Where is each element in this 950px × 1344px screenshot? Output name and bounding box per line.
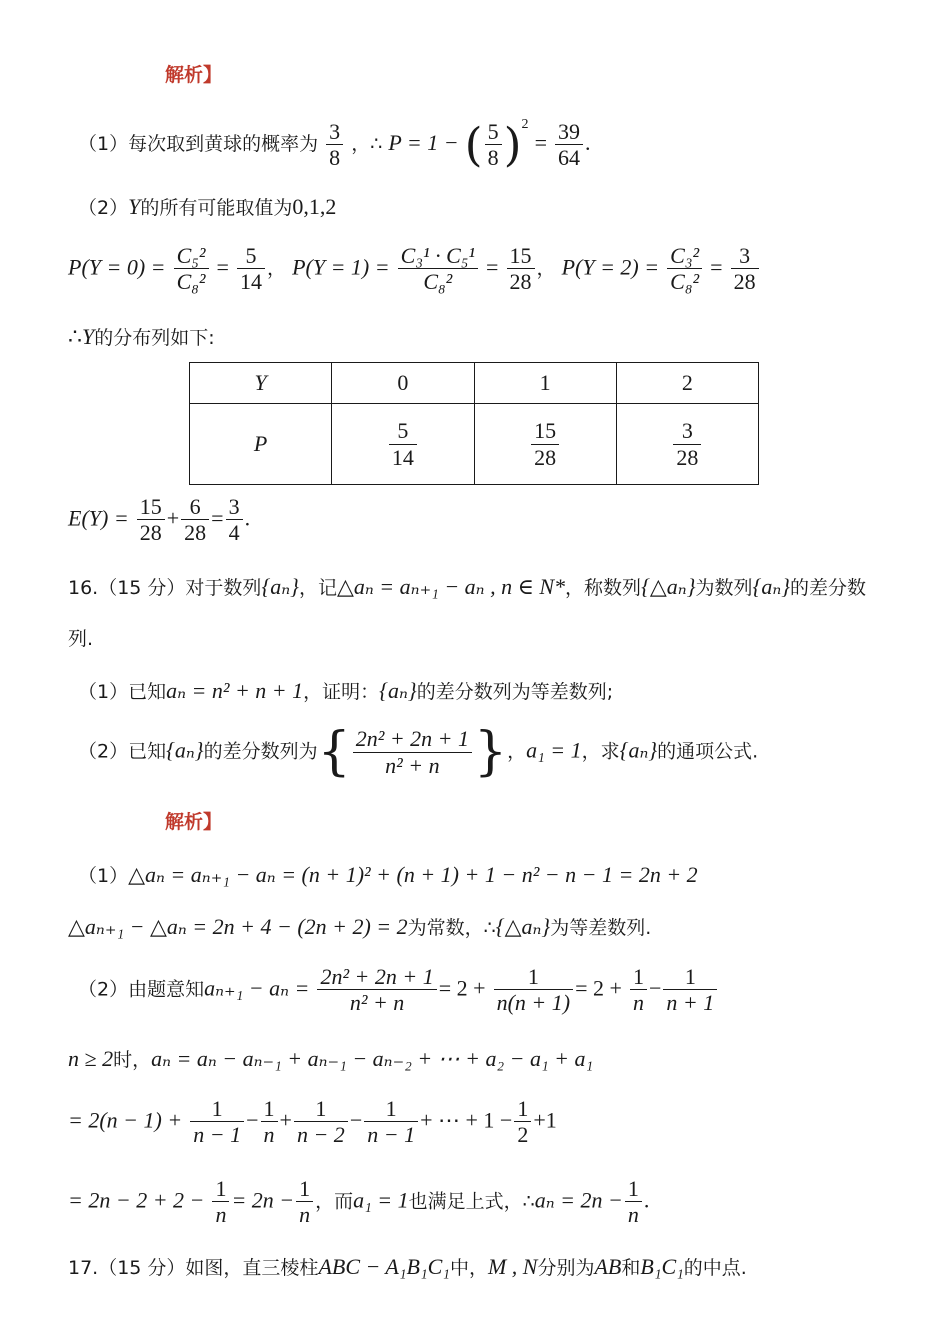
solution-16-part-2-line-4: = 2n − 2 + 2 − $\frac{1}{n}$ = 2n − $\frac{1}{n}$ ，而a₁ = 1也满足上式，∴aₙ = 2n − $\frac{1}{n}$ . <box>68 1176 650 1228</box>
fraction: $\frac{\text{C₃²}}{\text{C₈²}}$ <box>667 243 702 295</box>
fraction: $\frac{5}{8}$ <box>485 119 502 171</box>
fraction: $\frac{1}{n - 1}$ <box>190 1096 244 1148</box>
table-cell: 1 <box>474 363 616 404</box>
solution-heading-2: 解析】 <box>165 811 223 833</box>
table-cell: 0 <box>332 363 474 404</box>
fraction: $\frac{1}{n}$ <box>261 1096 278 1148</box>
table-cell: $\frac{15}{28}$ <box>474 404 616 485</box>
part2-values-line: （2）Y的所有可能取值为0,1,2 <box>78 194 337 219</box>
question-16-part-2: （2）已知{aₙ}的差分数列为{ $\frac{\text{2n² + 2n + 1}}{\text{n² + n}}$ }，a₁ = 1，求{aₙ}的通项公式. <box>78 722 759 782</box>
distribution-intro: ∴Y的分布列如下: <box>68 324 215 349</box>
fraction: $\frac{1}{n}$ <box>296 1176 313 1228</box>
fraction: $\frac{15}{28}$ <box>137 494 165 546</box>
solution-16-part-2-line-3: = 2(n − 1) + $\frac{1}{n - 1}$ − $\frac{1}{n}$ + $\frac{1}{n - 2}$ − $\frac{1}{n - 1}$ + ⋯ + 1 − $\frac{1}{2}$ +1 <box>68 1096 557 1148</box>
table-row <box>190 363 759 404</box>
table-cell: $\frac{5}{14}$ <box>332 404 474 485</box>
fraction: $\frac{1}{n(n + 1)}$ <box>494 964 574 1016</box>
table-row <box>190 404 759 485</box>
fraction: $\frac{1}{n}$ <box>625 1176 642 1228</box>
question-16-part-1: （1）已知aₙ = n² + n + 1，证明：{aₙ}的差分数列为等差数列; <box>78 678 614 703</box>
question-17-line: 17.（15 分）如图，直三棱柱ABC − A₁B₁C₁中，M , N分别为AB和B₁C₁的中点. <box>68 1254 747 1279</box>
fraction: $\frac{3}{28}$ <box>731 243 759 295</box>
probabilities-line: P(Y = 0) = $\frac{\text{C₅²}}{\text{C₈²}}$ = $\frac{5}{14}$ ， P(Y = 1) = $\frac{\text{C₃¹ · C₅¹}}{\text{C₈²}}$ = $\frac{15}{28}$ ， P(Y = 2) = $\frac{\text{C₃²}}{\text{C₈²}}$ = $\frac{3}{28}$ <box>68 243 761 295</box>
fraction: $\frac{\text{2n² + 2n + 1}}{\text{n² + n}}$ <box>317 964 436 1016</box>
table-cell: 2 <box>616 363 758 404</box>
fraction: $\frac{1}{2}$ <box>514 1096 531 1148</box>
expectation-line: E(Y) = $\frac{15}{28}$ + $\frac{6}{28}$ = $\frac{3}{4}$ . <box>68 494 251 546</box>
fraction: $\frac{3}{8}$ <box>326 119 343 171</box>
fraction: $\frac{1}{n + 1}$ <box>663 964 717 1016</box>
fraction: $\frac{6}{28}$ <box>181 494 209 546</box>
question-16-line-2: 列. <box>68 628 94 650</box>
table-cell: $\frac{3}{28}$ <box>616 404 758 485</box>
fraction: $\frac{15}{28}$ <box>507 243 535 295</box>
table-cell: P <box>190 404 332 485</box>
solution-16-part-1-line-1: （1）△aₙ = aₙ₊₁ − aₙ = (n + 1)² + (n + 1) + 1 − n² − n − 1 = 2n + 2 <box>78 862 698 887</box>
solution-16-part-2-line-1: （2）由题意知aₙ₊₁ − aₙ = $\frac{\text{2n² + 2n + 1}}{\text{n² + n}}$ = 2 + $\frac{1}{n(n + 1)}$ = 2 + $\frac{1}{n}$ − $\frac{1}{n + 1}$ <box>78 964 719 1016</box>
fraction: $\frac{1}{n}$ <box>630 964 647 1016</box>
fraction: $\frac{1}{n - 2}$ <box>294 1096 348 1148</box>
solution-heading-1: 解析】 <box>165 64 223 86</box>
fraction: $\frac{\text{2n² + 2n + 1}}{\text{n² + n}}$ <box>353 726 472 778</box>
fraction: $\frac{5}{14}$ <box>237 243 265 295</box>
fraction: $\frac{1}{n}$ <box>212 1176 229 1228</box>
part1-probability-line: （1）每次取到黄球的概率为 $\frac{3}{8}$ ，∴ P = 1 − ( $\frac{5}{8}$ )$^2$ = $\frac{39}{64}$ . <box>78 117 591 172</box>
fraction: $\frac{\text{C₃¹ · C₅¹}}{\text{C₈²}}$ <box>398 243 478 295</box>
fraction: $\frac{\text{C₅²}}{\text{C₈²}}$ <box>174 243 209 295</box>
solution-16-part-1-line-2: △aₙ₊₁ − △aₙ = 2n + 4 − (2n + 2) = 2为常数，∴{△aₙ}为等差数列. <box>68 914 652 939</box>
fraction: $\frac{39}{64}$ <box>555 119 583 171</box>
solution-16-part-2-line-2: n ≥ 2时，aₙ = aₙ − aₙ₋₁ + aₙ₋₁ − aₙ₋₂ + ⋯ + a₂ − a₁ + a₁ <box>68 1046 594 1071</box>
table-cell: Y <box>190 363 332 404</box>
fraction: $\frac{3}{4}$ <box>226 494 243 546</box>
fraction: $\frac{1}{n - 1}$ <box>364 1096 418 1148</box>
distribution-table <box>189 362 759 485</box>
question-16-line-1: 16.（15 分）对于数列{aₙ}，记△aₙ = aₙ₊₁ − aₙ , n ∈ N*，称数列{△aₙ}为数列{aₙ}的差分数 <box>68 574 867 599</box>
